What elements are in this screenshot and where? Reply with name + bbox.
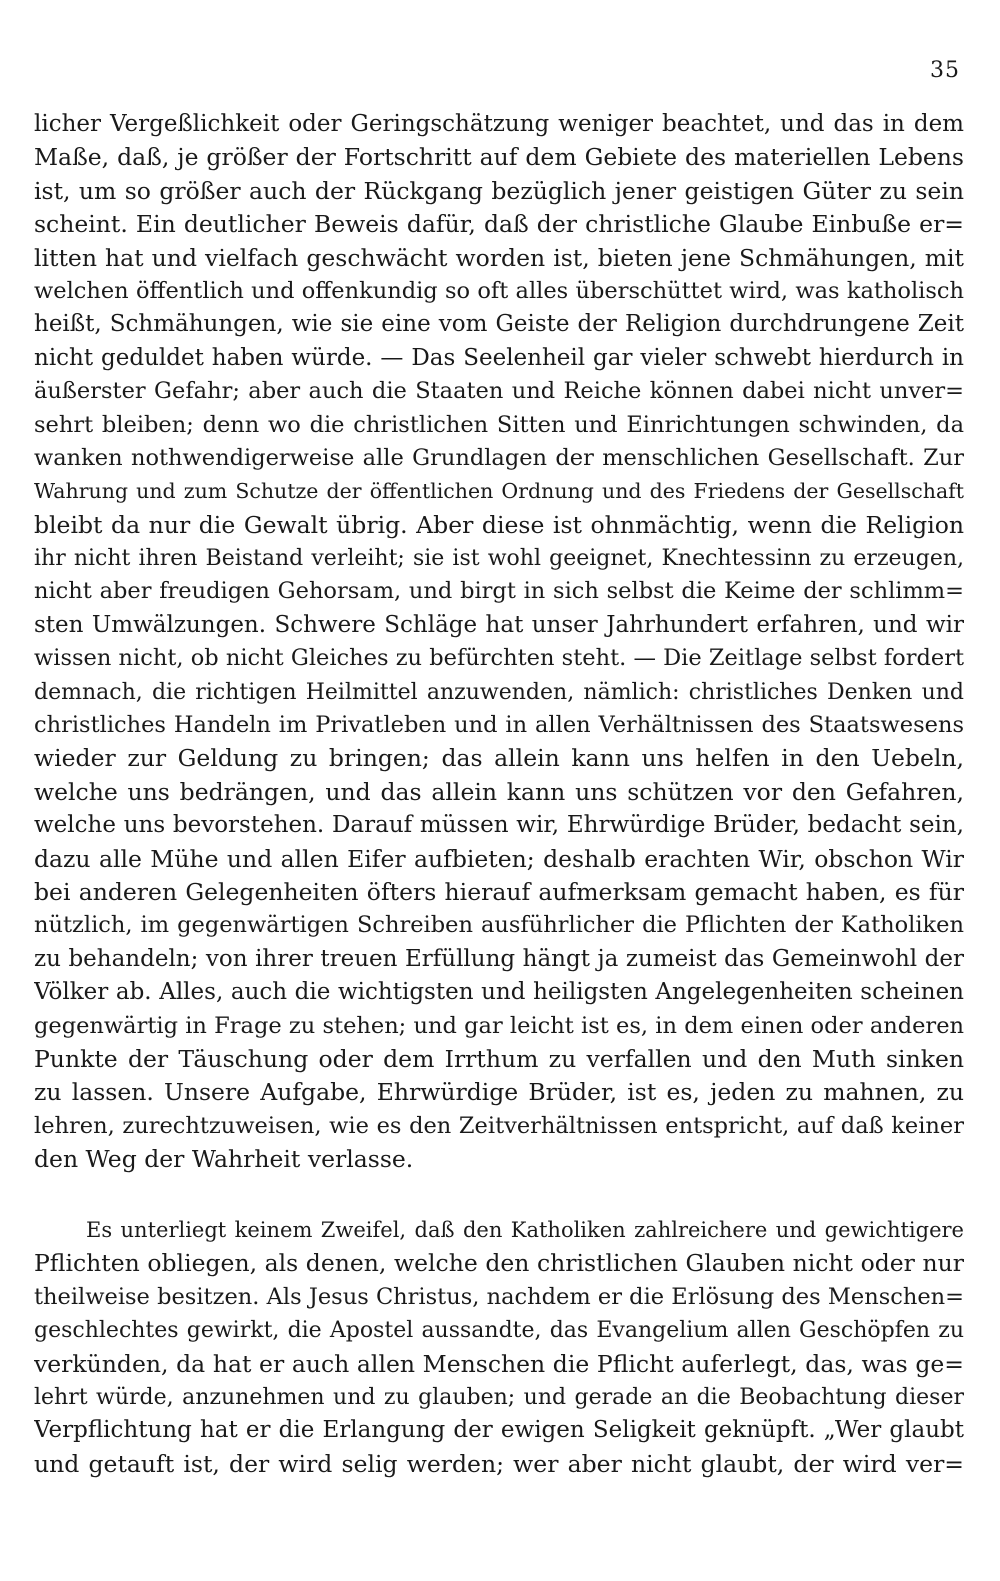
text-line: ihr nicht ihren Beistand verleiht; sie ist wohl geeignet, Knechtessinn zu erzeugen, (34, 546, 964, 572)
text-line: Völker ab. Alles, auch die wichtigsten und heiligsten Angelegenheiten scheinen (34, 979, 964, 1006)
text-line: den Weg der Wahrheit verlasse. (34, 1145, 414, 1174)
text-line: demnach, die richtigen Heilmittel anzuwenden, nämlich: christliches Denken und (34, 679, 964, 705)
text-line: zu behandeln; von ihrer treuen Erfüllung hängt ja zumeist das Gemeinwohl der (34, 945, 964, 972)
text-line: ist, um so größer auch der Rückgang bezüglich jener geistigen Güter zu sein (34, 176, 964, 205)
text-line: welchen öffentlich und offenkundig so oft alles überschüttet wird, was katholisch (34, 277, 964, 304)
text-line: lehren, zurechtzuweisen, wie es den Zeitverhältnissen entspricht, auf daß keiner (34, 1112, 964, 1139)
text-line: zu lassen. Unsere Aufgabe, Ehrwürdige Brüder, ist es, jeden zu mahnen, zu (34, 1078, 964, 1107)
text-line: und getauft ist, der wird selig werden; wer aber nicht glaubt, der wird ver= (34, 1449, 964, 1478)
text-line: wanken nothwendigerweise alle Grundlagen der menschlichen Gesellschaft. Zur (34, 444, 964, 471)
text-line: bleibt da nur die Gewalt übrig. Aber diese ist ohnmächtig, wenn die Religion (34, 510, 964, 539)
text-line: scheint. Ein deutlicher Beweis dafür, daß der christliche Glaube Einbuße er= (34, 210, 964, 239)
paragraph-2 (34, 1214, 964, 1481)
text-line: Es unterliegt keinem Zweifel, daß den Katholiken zahlreichere und gewichtigere (86, 1218, 964, 1242)
text-line: gegenwärtig in Frage zu stehen; und gar leicht ist es, in dem einen oder anderen (34, 1012, 964, 1039)
page-number: 35 (930, 58, 960, 83)
text-line: heißt, Schmähungen, wie sie eine vom Geiste der Religion durchdrungene Zeit (34, 311, 964, 338)
text-line: Maße, daß, je größer der Fortschritt auf dem Gebiete des materiellen Lebens (34, 143, 964, 172)
text-line: bei anderen Gelegenheiten öfters hierauf aufmerksam gemacht haben, es für (34, 877, 964, 906)
text-line: nicht geduldet haben würde. — Das Seelenheil gar vieler schwebt hierdurch in (34, 344, 964, 371)
paragraph-1 (34, 108, 964, 1177)
text-line: christliches Handeln im Privatleben und in allen Verhältnissen des Staatswesens (34, 712, 964, 739)
text-line: welche uns bevorstehen. Darauf müssen wir, Ehrwürdige Brüder, bedacht sein, (34, 812, 964, 839)
text-line: verkünden, da hat er auch allen Menschen die Pflicht auferlegt, das, was ge= (34, 1349, 964, 1378)
text-line: welche uns bedrängen, und das allein kann uns schützen vor den Gefahren, (34, 777, 964, 806)
text-line: sten Umwälzungen. Schwere Schläge hat unser Jahrhundert erfahren, und wir (34, 611, 964, 638)
text-line: wieder zur Geldung zu bringen; das allein kann uns helfen in den Uebeln, (34, 744, 964, 773)
text-line: nützlich, im gegenwärtigen Schreiben ausführlicher die Pflichten der Katholiken (34, 912, 964, 939)
text-line: lehrt würde, anzunehmen und zu glauben; und gerade an die Beobachtung dieser (34, 1384, 964, 1410)
text-line: Verpflichtung hat er die Erlangung der ewigen Seligkeit geknüpft. „Wer glaubt (34, 1417, 964, 1444)
text-line: theilweise besitzen. Als Jesus Christus, nachdem er die Erlösung des Menschen= (34, 1283, 964, 1310)
text-line: geschlechtes gewirkt, die Apostel aussandte, das Evangelium allen Geschöpfen zu (34, 1318, 964, 1344)
text-line: wissen nicht, ob nicht Gleiches zu befürchten steht. — Die Zeitlage selbst fordert (34, 645, 964, 672)
text-line: Punkte der Täuschung oder dem Irrthum zu verfallen und den Muth sinken (34, 1044, 964, 1073)
text-line: Wahrung und zum Schutze der öffentlichen Ordnung und des Friedens der Gesellschaft (34, 479, 964, 504)
text-line: litten hat und vielfach geschwächt worden ist, bieten jene Schmähungen, mit (34, 243, 964, 272)
text-line: äußerster Gefahr; aber auch die Staaten und Reiche können dabei nicht unver= (34, 378, 964, 405)
text-line: licher Vergeßlichkeit oder Geringschätzung weniger beachtet, und das in dem (34, 111, 964, 137)
text-line: Pflichten obliegen, als denen, welche den christlichen Glauben nicht oder nur (34, 1249, 964, 1278)
text-line: dazu alle Mühe und allen Eifer aufbieten; deshalb erachten Wir, obschon Wir (34, 844, 964, 873)
text-line: nicht aber freudigen Gehorsam, und birgt in sich selbst die Keime der schlimm= (34, 578, 964, 605)
text-line: sehrt bleiben; denn wo die christlichen Sitten und Einrichtungen schwinden, da (34, 411, 964, 438)
